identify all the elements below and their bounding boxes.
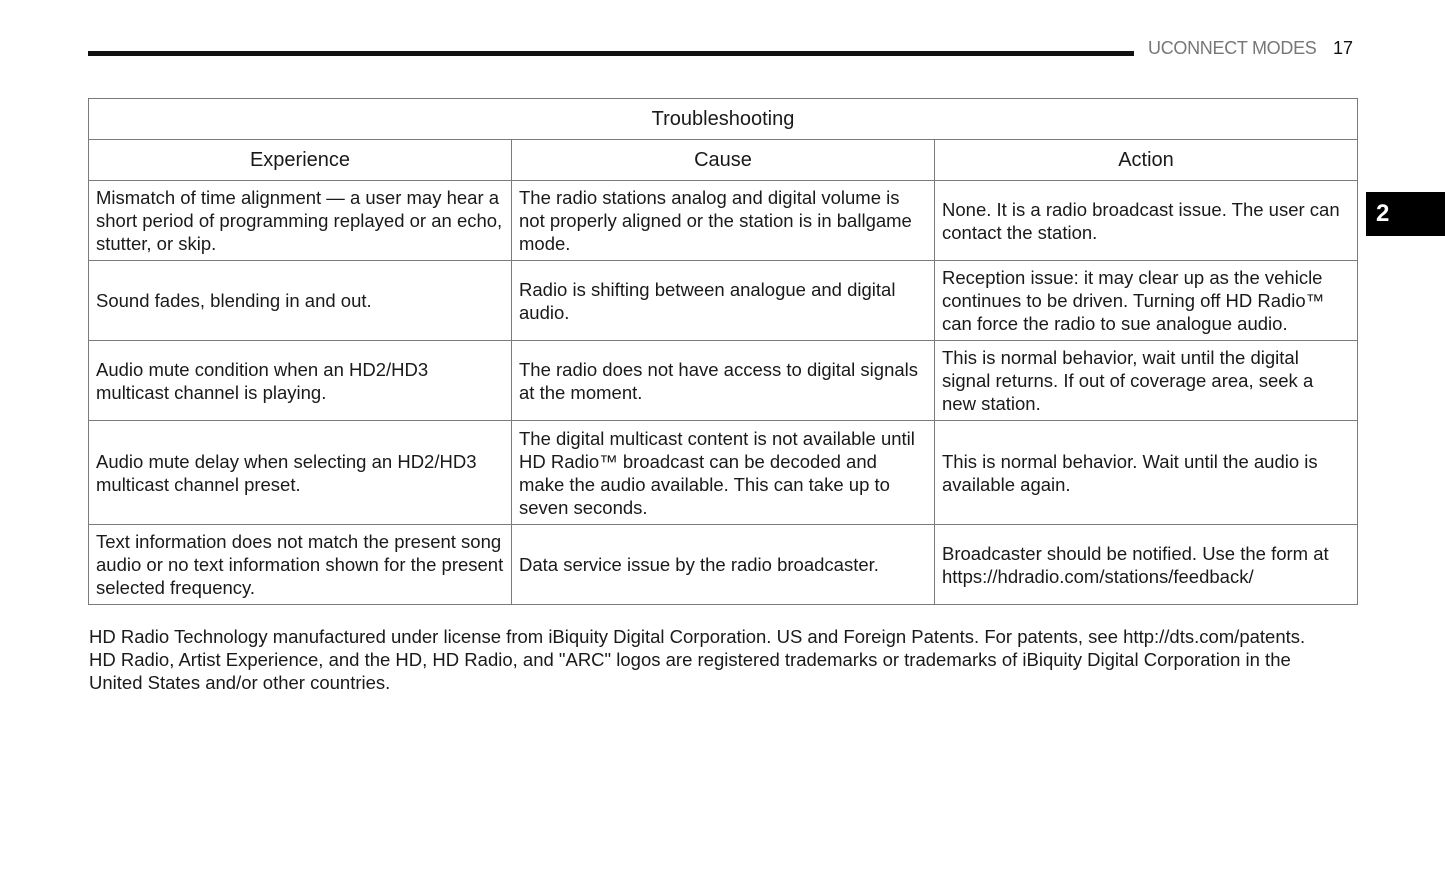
action-cell: None. It is a radio broadcast issue. The user can contact the station. — [935, 181, 1358, 261]
cause-cell: The radio stations analog and digital volume is not properly aligned or the station is in ballgame mode. — [512, 181, 935, 261]
table-title: Troubleshooting — [89, 99, 1358, 140]
column-header-experience: Experience — [89, 140, 512, 181]
experience-cell: Mismatch of time alignment — a user may hear a short period of programming replayed or an echo, stutter, or skip. — [89, 181, 512, 261]
experience-cell: Audio mute delay when selecting an HD2/HD3 multicast channel preset. — [89, 421, 512, 525]
cause-cell: The radio does not have access to digital signals at the moment. — [512, 341, 935, 421]
table-row — [89, 341, 1358, 421]
cause-cell: Data service issue by the radio broadcaster. — [512, 525, 935, 605]
footnote-line: HD Radio Technology manufactured under license from iBiquity Digital Corporation. US and Foreign Patents. For patents, see http://dts.com/patents. — [89, 626, 1306, 647]
table-row — [89, 525, 1358, 605]
footnote — [89, 625, 1359, 694]
footnote-line: United States and/or other countries. — [89, 672, 391, 693]
page-number: 17 — [1333, 38, 1354, 58]
experience-cell: Sound fades, blending in and out. — [89, 261, 512, 341]
troubleshooting-table — [88, 98, 1358, 605]
action-cell: Broadcaster should be notified. Use the form at https://hdradio.com/stations/feedback/ — [935, 525, 1358, 605]
column-header-cause: Cause — [512, 140, 935, 181]
action-cell: Reception issue: it may clear up as the vehicle continues to be driven. Turning off HD Radio™ can force the radio to sue analogue audio. — [935, 261, 1358, 341]
experience-cell: Audio mute condition when an HD2/HD3 multicast channel is playing. — [89, 341, 512, 421]
section-title: UCONNECT MODES — [1148, 38, 1317, 58]
table-row — [89, 181, 1358, 261]
header-rule — [88, 51, 1134, 56]
cause-cell: Radio is shifting between analogue and digital audio. — [512, 261, 935, 341]
cause-cell: The digital multicast content is not available until HD Radio™ broadcast can be decoded and make the audio available. This can take up to seven seconds. — [512, 421, 935, 525]
table-row — [89, 421, 1358, 525]
action-cell: This is normal behavior, wait until the digital signal returns. If out of coverage area, seek a new station. — [935, 341, 1358, 421]
action-cell: This is normal behavior. Wait until the audio is available again. — [935, 421, 1358, 525]
experience-cell: Text information does not match the present song audio or no text information shown for the present selected frequency. — [89, 525, 512, 605]
table-row — [89, 261, 1358, 341]
column-header-action: Action — [935, 140, 1358, 181]
chapter-number: 2 — [1376, 200, 1390, 227]
chapter-tab — [1366, 192, 1445, 236]
footnote-line: HD Radio, Artist Experience, and the HD, HD Radio, and "ARC" logos are registered trademarks or trademarks of iBiquity Digital Corporation in the — [89, 649, 1291, 670]
